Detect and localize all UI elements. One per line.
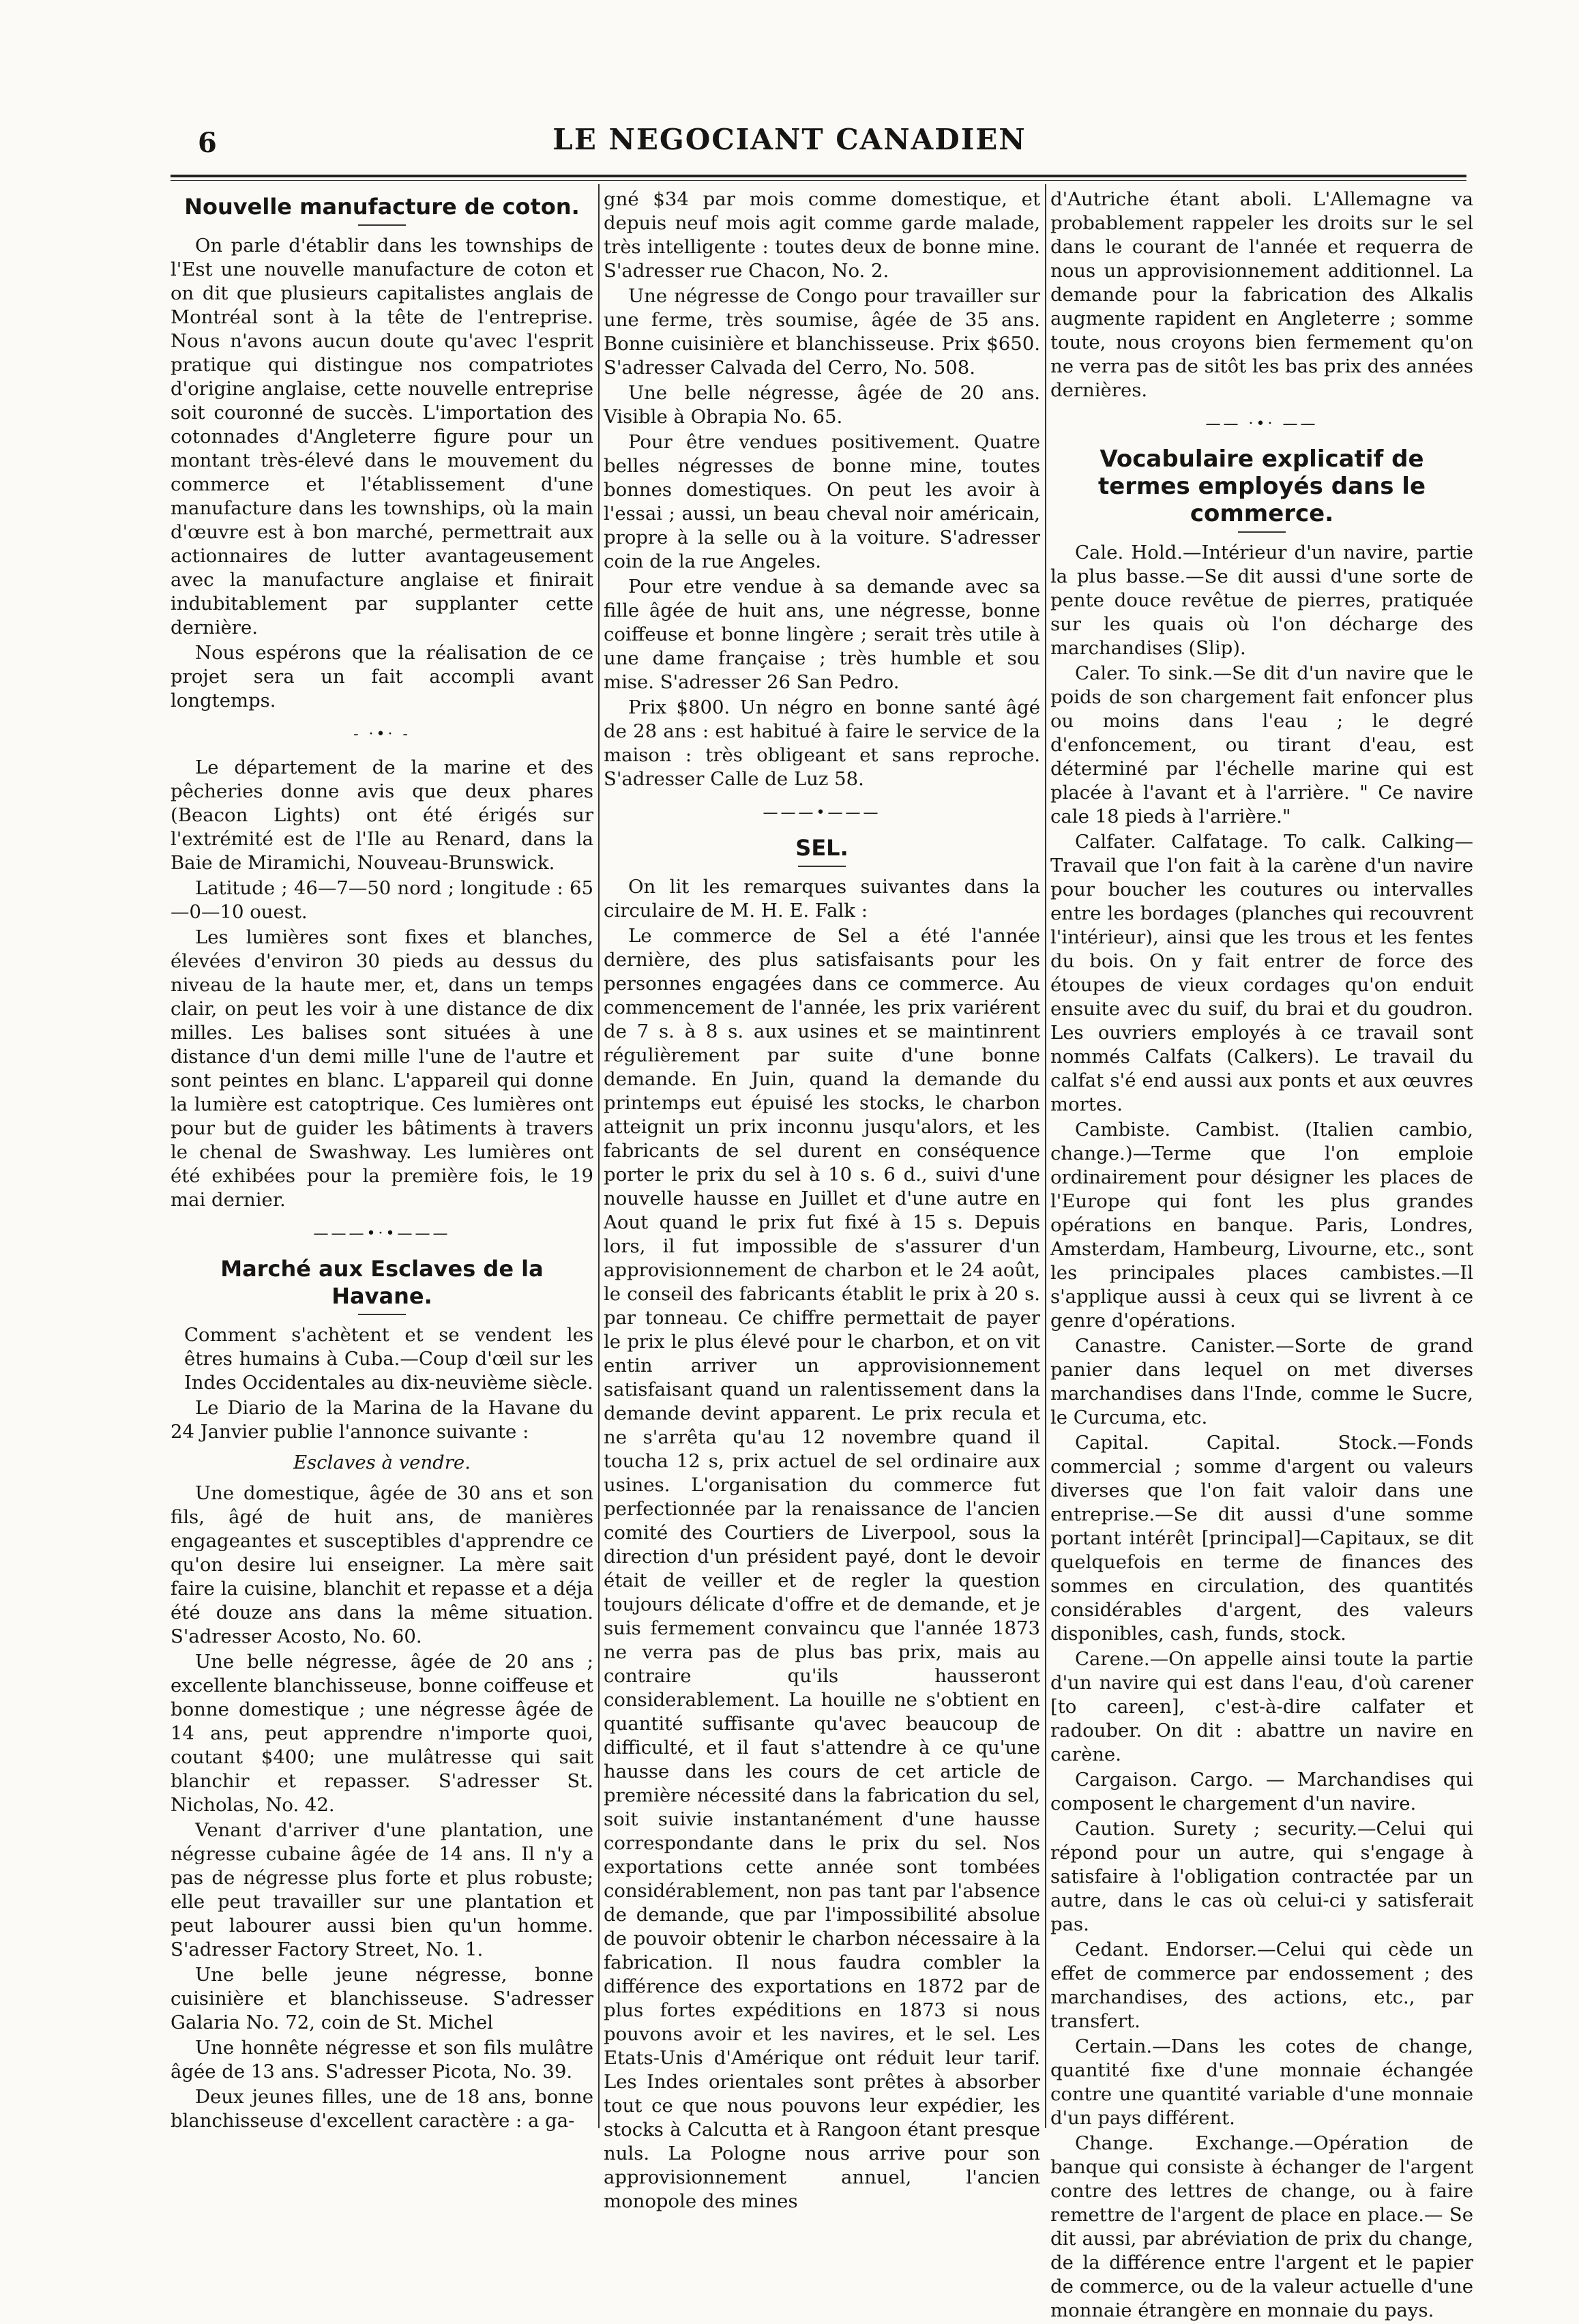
- article-lede: Comment s'achètent et se vendent les êtres humains à Cuba.—Coup d'œil sur les Indes Occidentales au dix-neuvième siècle.: [184, 1324, 593, 1394]
- glossary-entry: Cargaison. Cargo. — Marchandises qui composent le chargement d'un navire.: [1050, 1769, 1473, 1814]
- article-heading: Nouvelle manufacture de coton.: [184, 194, 580, 220]
- paragraph: Le commerce de Sel a été l'année dernière, des plus satisfaisants pour les personnes engagées dans ce commerce. Au commencement de l'année, les prix variérent de 7 s. à 8 s. aux usines et se maintinrent régulièrement par suite d'une bonne demande. En Juin, quand la demande du printemps eut épuisé les stocks, le charbon atteignit un prix inconnu jusqu'alors, et les fabricants de sel durent en conséquence porter le prix du sel à 10 s. 6 d., suivi d'une nouvelle hausse en Juillet et d'une autre en Aout quand le prix fut fixé à 15 s. Depuis lors, il fut impossible de s'assurer d'un approvisionnement de charbon et le 24 août, le conseil des fabricants établit le prix à 20 s. par tonneau. Ce chiffre permettait de payer le prix le plus élevé pour le charbon, et on vit entin arriver un approvisionnement satisfaisant quand un ralentissement dans la demande devint apparent. Le prix recula et ne s'arrêta qu'au 12 novembre quand il toucha 12 s, prix actuel de sel ordinaire aux usines. L'organisation du commerce fut perfectionnée par la renaissance de l'ancien comité des Courtiers de Liverpool, sous la direction d'un président payé, dont le devoir était de veiller et de regler la question toujours délicate d'offre et de demande, et je suis fermement convaincu que l'année 1873 ne verra pas de plus bas prix, mais au contraire qu'ils hausseront considerablement. La houille ne s'obtient en quantité suffisante qu'avec beaucoup de difficulté, et il faut s'attendre à ce qu'une hausse dans les cours de cet article de première nécessité dans la fabrication du sel, soit suivie instantanément d'une hausse correspondante dans le prix du sel. Nos exportations cette année sont tombées considérablement, non pas tant par l'absence de demande, que par l'impossibilité absolue de pouvoir obtenir le charbon nécessaire à la fabrication. Il nous faudra combler la différence des exportations en 1872 par de plus fortes expéditions en 1873 si nous pouvons avoir et les navires, et le sel. Les Etats-Unis d'Amérique ont réduit leur tarif. Les Indes orientales sont prêtes à absorber tout ce que nous pouvons leur expédier, les stocks à Calcutta et à Rangoon étant presque nuls. La Pologne nous arrive pour son approvisionnement annuel, l'ancien monopole des mines: [604, 925, 1040, 2212]
- heading-rule: [358, 1314, 406, 1315]
- subheading: Esclaves à vendre.: [293, 1452, 471, 1473]
- glossary-entry: Cambiste. Cambist. (Italien cambio, change.)—Terme que l'on emploie ordinairement pour désigner les places de l'Europe qui font les plus grandes opérations en banque. Paris, Londres, Amsterdam, Hambeurg, Livourne, etc., sont les principales places cambistes.—Il s'applique aussi à ceux qui se livrent à ce genre d'opérations.: [1050, 1119, 1473, 1332]
- paragraph: Latitude ; 46—7—50 nord ; longitude : 65—0—10 ouest.: [171, 877, 593, 923]
- heading-rule: [798, 866, 846, 867]
- glossary-entry: Canastre. Canister.—Sorte de grand panier dans lequel on met diverses marchandises dans l'Inde, comme le Sucre, le Curcuma, etc.: [1050, 1335, 1473, 1428]
- glossary-entry: Certain.—Dans les cotes de change, quantité fixe d'une monnaie échangée contre une quantité variable d'une monnaie d'un pays différent.: [1050, 2035, 1473, 2129]
- column-2: [604, 188, 1040, 2215]
- paragraph: Une belle négresse, âgée de 20 ans ; excellente blanchisseuse, bonne coiffeuse et bonne domestique ; une négresse âgée de 14 ans, peut apprendre n'importe quoi, coutant $400; une mulâtresse qui sait blanchir et repasser. S'adresser St. Nicholas, No. 42.: [171, 1651, 593, 1816]
- paragraph: On parle d'établir dans les townships de l'Est une nouvelle manufacture de coton et on dit que plusieurs capitalistes anglais de Montréal sont à la tête de l'entreprise. Nous n'avons aucun doute qu'avec l'esprit pratique qui distingue nos compatriotes d'origine anglaise, cette nouvelle entreprise soit couronné de succès. L'importation des cotonnades d'Angleterre figure pour un montant très-élevé dans le mouvement du commerce et l'établissement d'une manufacture dans les townships, où la main d'œuvre est à bon marché, permettrait aux actionnaires de lutter avantageusement avec la manufacture anglaise et finirait indubitablement par supplanter cette dernière.: [171, 235, 593, 638]
- heading-rule: [358, 224, 406, 226]
- running-title: LE NEGOCIANT CANADIEN: [552, 123, 1027, 156]
- glossary-entry: Change. Exchange.—Opération de banque qui consiste à échanger de l'argent contre des lettres de change, ou à faire remettre de l'argent de place en place.— Se dit aussi, par abréviation de prix du change, de la différence entre l'argent et le papier de commerce, ou de la valeur actuelle d'une monnaie étrangère en monnaie du pays.: [1050, 2132, 1473, 2321]
- paragraph: Les lumières sont fixes et blanches, élevées d'environ 30 pieds au dessus du niveau de la haute mer, et, dans un temps clair, on peut les voir à une distance de dix milles. Les balises sont situées à une distance d'un demi mille l'une de l'autre et sont peintes en blanc. L'appareil qui donne la lumière est catoptrique. Ces lumières ont pour but de guider les bâtiments à travers le chenal de Swashway. Les lumières ont été exhibées pour la première fois, le 19 mai dernier.: [171, 926, 593, 1211]
- paragraph: Pour être vendues positivement. Quatre belles négresses de bonne mine, toutes bonnes domestiques. On peut les avoir à l'essai ; aussi, un beau cheval noir américain, propre à la selle ou à la voiture. S'adresser coin de la rue Angeles.: [604, 431, 1040, 572]
- paragraph: Pour etre vendue à sa demande avec sa fille âgée de huit ans, une négresse, bonne coiffeuse et bonne lingère ; serait très utile à une dame française ; très humble et sou mise. S'adresser 26 San Pedro.: [604, 576, 1040, 693]
- paragraph: gné $34 par mois comme domestique, et depuis neuf mois agit comme garde malade, très intelligente : toutes deux de bonne mine. S'adresser rue Chacon, No. 2.: [604, 188, 1040, 282]
- article-heading: Marché aux Esclaves de la Havane.: [220, 1256, 544, 1309]
- column-3: [1050, 188, 1473, 2324]
- paragraph: Deux jeunes filles, une de 18 ans, bonne blanchisseuse d'excellent caractère : a ga-: [171, 2086, 593, 2132]
- paragraph: Une négresse de Congo pour travailler sur une ferme, très soumise, âgée de 35 ans. Bonne cuisinière et blanchisseuse. Prix $650. S'adresser Calvada del Cerro, No. 508.: [604, 285, 1040, 379]
- header-rule: [171, 175, 1466, 177]
- glossary-entry: Cale. Hold.—Intérieur d'un navire, partie la plus basse.—Se dit aussi d'une sorte de pente douce revêtue de pierres, pratiquée sur les quais où l'on décharge des marchandises (Slip).: [1050, 542, 1473, 659]
- glossary-entry: Cedant. Endorser.—Celui qui cède un effet de commerce par endossement ; des marchandises, des actions, etc., par transfert.: [1050, 1939, 1473, 2032]
- glossary-entry: Carene.—On appelle ainsi toute la partie d'un navire qui est dans l'eau, d'où carener [to careen], c'est-à-dire calfater et radouber. On dit : abattre un navire en carène.: [1050, 1648, 1473, 1765]
- page-number: 6: [198, 127, 217, 159]
- paragraph: Venant d'arriver d'une plantation, une négresse cubaine âgée de 14 ans. Il n'y a pas de négresse plus forte et plus robuste; elle peut travailler sur une plantation et peut labourer aussi bien qu'un homme. S'adresser Factory Street, No. 1.: [171, 1819, 593, 1960]
- ornament-divider: —— ·•· ——: [1205, 415, 1318, 432]
- paragraph: Nous espérons que la réalisation de ce projet sera un fait accompli avant longtemps.: [171, 642, 593, 711]
- article-heading: Vocabulaire explicatif de termes employés dans le commerce.: [1097, 445, 1426, 527]
- glossary-entry: Caler. To sink.—Se dit d'un navire que le poids de son chargement fait enfoncer plus ou moins dans l'eau ; le degré d'enfoncement, ou tirant d'eau, est déterminé par l'échelle marine qui est placée à l'avant et à l'arrière. " Ce navire cale 18 pieds à l'arrière.": [1050, 662, 1473, 827]
- paragraph: On lit les remarques suivantes dans la circulaire de M. H. E. Falk :: [604, 876, 1040, 922]
- column-1: [171, 188, 593, 2134]
- page-header: [0, 0, 1579, 171]
- paragraph: Prix $800. Un négro en bonne santé âgé de 28 ans : est habitué à faire le service de la maison : très obligeant et sans reproche. S'adresser Calle de Luz 58.: [604, 696, 1040, 790]
- paragraph: Une belle jeune négresse, bonne cuisinière et blanchisseuse. S'adresser Galaria No. 72, coin de St. Michel: [171, 1964, 593, 2033]
- ornament-divider: ———•·•———: [313, 1225, 451, 1242]
- column-divider: [1045, 184, 1046, 2128]
- glossary-entry: Caution. Surety ; security.—Celui qui répond pour un autre, qui s'engage à satisfaire à l'obligation contractée par un autre, dans le cas où celui-ci y satisferait pas.: [1050, 1818, 1473, 1935]
- glossary-entry: Capital. Capital. Stock.—Fonds commercial ; somme d'argent ou valeurs diverses que l'on fait valoir dans une entreprise.—Se dit aussi d'une somme portant intérêt [principal]—Capitaux, se dit quelquefois en terme de finances des sommes en circulation, des quantités considérables d'argent, des valeurs disponibles, cash, funds, stock.: [1050, 1432, 1473, 1645]
- ornament-divider: - ·•· -: [353, 726, 411, 743]
- paragraph: d'Autriche étant aboli. L'Allemagne va probablement rappeler les droits sur le sel dans le courant de l'année et requerra de nous un approvisionnement additionnel. La demande pour la fabrication des Alkalis augmente rapident en Angleterre ; somme toute, nous croyons bien fermement qu'on ne verra pas de sitôt les bas prix des années dernières.: [1050, 188, 1473, 401]
- paragraph: Une domestique, âgée de 30 ans et son fils, âgé de huit ans, de manières engageantes et susceptibles d'apprendre ce qu'on desire lui enseigner. La mère sait faire la cuisine, blanchit et repasse et a déja été douze ans dans la même situation. S'adresser Acosto, No. 60.: [171, 1482, 593, 1647]
- paragraph: Le département de la marine et des pêcheries donne avis que deux phares (Beacon Lights) ont été érigés sur l'extrémité est de l'Ile au Renard, dans la Baie de Miramichi, Nouveau-Brunswick.: [171, 756, 593, 874]
- paragraph: Une honnête négresse et son fils mulâtre âgée de 13 ans. S'adresser Picota, No. 39.: [171, 2037, 593, 2083]
- glossary-entry: Calfater. Calfatage. To calk. Calking—Travail que l'on fait à la carène d'un navire pour boucher les coutures ou intervalles entre les bordages (planches qui recouvrent l'intérieur), ainsi que les trous et les fentes du bois. On y fait entrer de force des étoupes de vieux cordages qu'on enduit ensuite avec du suif, du brai et du goudron. Les ouvriers employés à ce travail sont nommés Calfats (Calkers). Le travail du calfat s'é end aussi aux ponts et aux œuvres mortes.: [1050, 831, 1473, 1115]
- ornament-divider: ———•———: [763, 804, 881, 821]
- paragraph: Une belle négresse, âgée de 20 ans. Visible à Obrapia No. 65.: [604, 382, 1040, 428]
- article-heading: SEL.: [795, 835, 848, 861]
- header-rule-thin: [171, 180, 1466, 181]
- paragraph: Le Diario de la Marina de la Havane du 24 Janvier publie l'annonce suivante :: [171, 1397, 593, 1443]
- heading-rule: [1238, 531, 1286, 533]
- column-divider: [598, 184, 600, 2128]
